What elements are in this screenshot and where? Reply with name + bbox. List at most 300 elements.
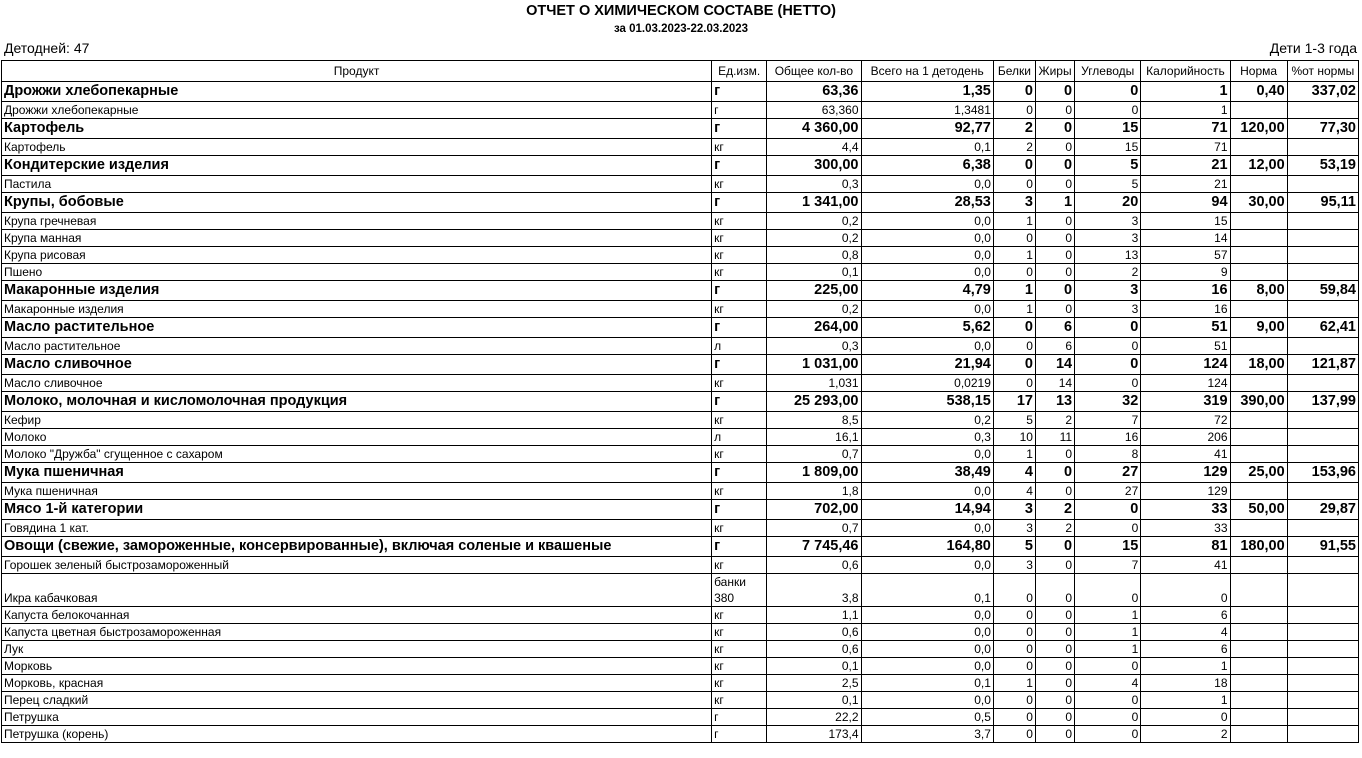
col-per-childday-cell: 0,5 [861,709,993,726]
col-unit-cell: г [712,709,767,726]
col-product-cell: Мясо 1-й категории [2,500,712,520]
col-carbs-cell: 32 [1075,392,1141,412]
table-row [2,709,1359,726]
col-percent-norm-cell [1287,375,1358,392]
col-carbs-cell: 15 [1075,139,1141,156]
col-carbs-cell: 15 [1075,537,1141,557]
col-percent-norm-cell [1287,607,1358,624]
col-unit-cell: кг [712,213,767,230]
col-unit-cell: г [712,318,767,338]
col-percent-norm-cell [1287,247,1358,264]
col-calories-cell: 1 [1141,82,1230,102]
col-proteins-cell: 3 [993,500,1035,520]
col-percent-norm-cell [1287,301,1358,318]
table-row [2,139,1359,156]
col-proteins-cell: 0 [993,658,1035,675]
col-norm-cell [1230,557,1287,574]
col-unit-cell: кг [712,557,767,574]
col-carbs-cell: 27 [1075,483,1141,500]
col-unit-cell: г [712,726,767,743]
col-proteins-cell: 1 [993,301,1035,318]
col-fats-cell: 0 [1035,301,1074,318]
table-row [2,692,1359,709]
col-fats-cell: 14 [1035,375,1074,392]
col-proteins-cell: 0 [993,692,1035,709]
col-proteins-cell: 2 [993,119,1035,139]
col-unit-cell: кг [712,412,767,429]
col-proteins-cell: 3 [993,193,1035,213]
col-carbs-cell: 1 [1075,624,1141,641]
col-product-cell: Крупа рисовая [2,247,712,264]
col-per-childday-cell: 0,0 [861,607,993,624]
col-calories-cell: 1 [1141,658,1230,675]
col-calories-cell: 2 [1141,726,1230,743]
col-total-qty-cell: 264,00 [767,318,861,338]
col-product-cell: Кондитерские изделия [2,156,712,176]
col-percent-norm-cell [1287,641,1358,658]
col-carbs-cell: 1 [1075,641,1141,658]
col-carbs-cell: 5 [1075,176,1141,193]
col-carbs-cell: 5 [1075,156,1141,176]
col-calories-cell: 124 [1141,355,1230,375]
col-carbs-cell: 0 [1075,102,1141,119]
col-percent-norm-cell [1287,658,1358,675]
col-fats-cell: 0 [1035,139,1074,156]
col-fats-header: Жиры [1035,61,1074,82]
col-percent-norm-cell [1287,139,1358,156]
col-carbs-cell: 0 [1075,709,1141,726]
col-per-childday-cell: 0,0219 [861,375,993,392]
col-proteins-cell: 17 [993,392,1035,412]
col-product-cell: Мука пшеничная [2,483,712,500]
col-proteins-cell: 1 [993,675,1035,692]
col-product-cell: Пастила [2,176,712,193]
col-total-qty-cell: 0,3 [767,338,861,355]
col-percent-norm-cell [1287,726,1358,743]
col-calories-cell: 18 [1141,675,1230,692]
col-product-cell: Молоко "Дружба" сгущенное с сахаром [2,446,712,463]
col-carbs-cell: 3 [1075,230,1141,247]
table-row [2,641,1359,658]
col-calories-cell: 21 [1141,176,1230,193]
col-fats-cell: 6 [1035,318,1074,338]
col-carbs-cell: 0 [1075,375,1141,392]
col-carbs-cell: 0 [1075,658,1141,675]
col-total-qty-cell: 0,2 [767,230,861,247]
col-product-cell: Масло растительное [2,338,712,355]
col-carbs-cell: 20 [1075,193,1141,213]
col-product-cell: Масло растительное [2,318,712,338]
col-norm-cell [1230,247,1287,264]
col-total-qty-cell: 0,2 [767,213,861,230]
col-percent-norm-cell: 95,11 [1287,193,1358,213]
col-unit-cell: кг [712,301,767,318]
col-total-qty-cell: 0,8 [767,247,861,264]
col-product-cell: Молоко, молочная и кисломолочная продукция [2,392,712,412]
col-calories-cell: 16 [1141,281,1230,301]
col-unit-cell: кг [712,139,767,156]
group-row [2,281,1359,301]
col-norm-cell [1230,429,1287,446]
col-total-qty-cell: 63,360 [767,102,861,119]
col-norm-header: Норма [1230,61,1287,82]
col-product-cell: Лук [2,641,712,658]
col-fats-cell: 0 [1035,624,1074,641]
col-norm-cell [1230,230,1287,247]
col-norm-cell [1230,213,1287,230]
col-calories-cell: 41 [1141,446,1230,463]
col-norm-cell: 120,00 [1230,119,1287,139]
col-calories-cell: 57 [1141,247,1230,264]
col-percent-norm-cell [1287,675,1358,692]
col-proteins-cell: 5 [993,537,1035,557]
table-row [2,483,1359,500]
col-unit-cell: кг [712,264,767,281]
col-norm-cell [1230,301,1287,318]
col-calories-cell: 15 [1141,213,1230,230]
col-norm-cell [1230,709,1287,726]
col-per-childday-cell: 0,0 [861,264,993,281]
col-per-childday-cell: 0,0 [861,624,993,641]
col-product-cell: Морковь [2,658,712,675]
col-unit-cell: г [712,156,767,176]
col-norm-cell: 180,00 [1230,537,1287,557]
col-carbs-cell: 3 [1075,213,1141,230]
col-fats-cell: 0 [1035,641,1074,658]
col-product-cell: Масло сливочное [2,375,712,392]
col-carbs-cell: 7 [1075,412,1141,429]
col-calories-cell: 21 [1141,156,1230,176]
col-proteins-cell: 0 [993,607,1035,624]
col-per-childday-cell: 0,0 [861,446,993,463]
col-calories-cell: 72 [1141,412,1230,429]
col-percent-norm-cell [1287,446,1358,463]
col-unit-cell: кг [712,446,767,463]
col-total-qty-cell: 0,3 [767,176,861,193]
col-fats-cell: 6 [1035,338,1074,355]
col-product-cell: Крупа манная [2,230,712,247]
col-fats-cell: 1 [1035,193,1074,213]
table-row [2,446,1359,463]
col-carbs-cell: 0 [1075,82,1141,102]
col-product-cell: Капуста белокочанная [2,607,712,624]
col-fats-cell: 0 [1035,692,1074,709]
col-per-childday-cell: 0,2 [861,412,993,429]
col-unit-cell: кг [712,247,767,264]
table-row [2,375,1359,392]
group-row [2,392,1359,412]
col-norm-cell: 9,00 [1230,318,1287,338]
col-unit-cell: кг [712,230,767,247]
col-fats-cell: 0 [1035,607,1074,624]
col-carbs-cell: 27 [1075,463,1141,483]
col-proteins-cell: 1 [993,247,1035,264]
col-total-qty-cell: 1,1 [767,607,861,624]
group-row [2,463,1359,483]
col-product-cell: Кефир [2,412,712,429]
col-unit-cell: г [712,281,767,301]
col-unit-header: Ед.изм. [712,61,767,82]
col-proteins-cell: 0 [993,726,1035,743]
col-proteins-cell: 1 [993,281,1035,301]
col-fats-cell: 0 [1035,658,1074,675]
table-row [2,675,1359,692]
col-calories-cell: 9 [1141,264,1230,281]
col-per-childday-cell: 21,94 [861,355,993,375]
group-row [2,500,1359,520]
col-calories-cell: 4 [1141,624,1230,641]
col-unit-cell: кг [712,658,767,675]
col-unit-cell: л [712,338,767,355]
col-per-childday-cell: 1,3481 [861,102,993,119]
col-fats-cell: 0 [1035,675,1074,692]
col-total-qty-cell: 0,1 [767,692,861,709]
col-carbs-cell: 3 [1075,281,1141,301]
col-carbs-cell: 4 [1075,675,1141,692]
table-row [2,301,1359,318]
col-total-qty-cell: 1 341,00 [767,193,861,213]
col-fats-cell: 0 [1035,726,1074,743]
col-total-qty-cell: 0,7 [767,520,861,537]
col-total-qty-cell: 1,8 [767,483,861,500]
col-carbs-cell: 15 [1075,119,1141,139]
col-fats-cell: 0 [1035,557,1074,574]
col-calories-cell: 51 [1141,338,1230,355]
col-fats-cell: 0 [1035,483,1074,500]
col-per-childday-cell: 1,35 [861,82,993,102]
col-product-cell: Петрушка (корень) [2,726,712,743]
col-carbs-cell: 1 [1075,607,1141,624]
col-calories-cell: 71 [1141,119,1230,139]
col-carbs-cell: 0 [1075,574,1141,607]
col-norm-cell [1230,412,1287,429]
col-proteins-cell: 0 [993,82,1035,102]
col-calories-cell: 41 [1141,557,1230,574]
col-norm-cell [1230,641,1287,658]
col-proteins-cell: 1 [993,446,1035,463]
col-product-cell: Масло сливочное [2,355,712,375]
col-carbs-cell: 2 [1075,264,1141,281]
col-calories-cell: 33 [1141,500,1230,520]
col-per-childday-cell: 14,94 [861,500,993,520]
col-per-childday-cell: 0,0 [861,230,993,247]
col-percent-norm-cell [1287,429,1358,446]
col-unit-cell: г [712,500,767,520]
col-unit-cell: г [712,392,767,412]
col-norm-cell: 25,00 [1230,463,1287,483]
col-norm-cell: 390,00 [1230,392,1287,412]
col-per-childday-cell: 0,0 [861,213,993,230]
col-percent-norm-cell [1287,709,1358,726]
col-proteins-cell: 0 [993,264,1035,281]
col-proteins-cell: 5 [993,412,1035,429]
col-product-cell: Капуста цветная быстрозамороженная [2,624,712,641]
col-product-cell: Овощи (свежие, замороженные, консервированные), включая соленые и квашеные [2,537,712,557]
col-calories-cell: 0 [1141,709,1230,726]
col-total-qty-cell: 300,00 [767,156,861,176]
col-norm-cell [1230,624,1287,641]
table-row [2,230,1359,247]
col-proteins-cell: 0 [993,375,1035,392]
col-calories-cell: 14 [1141,230,1230,247]
col-unit-cell: г [712,537,767,557]
col-calories-cell: 81 [1141,537,1230,557]
report-period: за 01.03.2023-22.03.2023 [613,23,749,35]
col-unit-cell: кг [712,607,767,624]
col-unit-cell: кг [712,624,767,641]
col-carbs-cell: 0 [1075,726,1141,743]
col-total-qty-cell: 16,1 [767,429,861,446]
col-percent-norm-cell [1287,213,1358,230]
col-per-childday-cell: 0,0 [861,483,993,500]
table-row [2,102,1359,119]
col-calories-cell: 206 [1141,429,1230,446]
col-norm-cell [1230,446,1287,463]
col-norm-cell: 18,00 [1230,355,1287,375]
table-row [2,247,1359,264]
col-proteins-cell: 0 [993,624,1035,641]
col-norm-cell: 8,00 [1230,281,1287,301]
col-calories-cell: 124 [1141,375,1230,392]
col-unit-cell: г [712,102,767,119]
col-percent-norm-cell: 137,99 [1287,392,1358,412]
group-row [2,355,1359,375]
col-percent-norm-cell [1287,102,1358,119]
col-total-qty-cell: 0,7 [767,446,861,463]
col-proteins-cell: 3 [993,520,1035,537]
table-row [2,726,1359,743]
col-percent-norm-cell: 121,87 [1287,355,1358,375]
group-row [2,82,1359,102]
col-proteins-cell: 2 [993,139,1035,156]
col-unit-cell: кг [712,675,767,692]
col-carbs-cell: 0 [1075,318,1141,338]
col-per-childday-cell: 28,53 [861,193,993,213]
col-total-qty-cell: 0,6 [767,557,861,574]
col-proteins-cell: 0 [993,355,1035,375]
col-fats-cell: 0 [1035,156,1074,176]
table-row [2,213,1359,230]
col-total-qty-cell: 8,5 [767,412,861,429]
col-proteins-cell: 4 [993,463,1035,483]
col-norm-cell [1230,338,1287,355]
col-carbs-cell: 0 [1075,692,1141,709]
child-days-count: Детодней: 47 [4,40,90,56]
col-norm-cell [1230,102,1287,119]
col-per-childday-cell: 4,79 [861,281,993,301]
col-unit-cell: кг [712,692,767,709]
col-fats-cell: 2 [1035,500,1074,520]
table-row [2,412,1359,429]
col-total-qty-cell: 225,00 [767,281,861,301]
col-total-qty-header: Общее кол-во [767,61,861,82]
table-row [2,557,1359,574]
col-carbs-cell: 0 [1075,355,1141,375]
col-fats-cell: 0 [1035,119,1074,139]
col-total-qty-cell: 1,031 [767,375,861,392]
col-calories-cell: 16 [1141,301,1230,318]
col-per-childday-cell: 164,80 [861,537,993,557]
col-fats-cell: 0 [1035,574,1074,607]
col-calories-cell: 1 [1141,692,1230,709]
table-body [2,82,1359,743]
col-percent-norm-cell [1287,557,1358,574]
col-product-cell: Макаронные изделия [2,281,712,301]
col-proteins-cell: 10 [993,429,1035,446]
col-fats-cell: 0 [1035,264,1074,281]
col-per-childday-cell: 6,38 [861,156,993,176]
col-fats-cell: 0 [1035,463,1074,483]
col-percent-norm-cell [1287,412,1358,429]
col-calories-cell: 33 [1141,520,1230,537]
col-per-childday-cell: 0,3 [861,429,993,446]
col-fats-cell: 0 [1035,230,1074,247]
col-total-qty-cell: 2,5 [767,675,861,692]
table-header-row [2,61,1359,82]
col-total-qty-cell: 0,1 [767,264,861,281]
group-row [2,318,1359,338]
table-row [2,607,1359,624]
col-percent-norm-cell: 91,55 [1287,537,1358,557]
table-row [2,520,1359,537]
col-unit-cell: кг [712,176,767,193]
col-calories-cell: 51 [1141,318,1230,338]
col-proteins-cell: 1 [993,213,1035,230]
col-product-cell: Картофель [2,139,712,156]
col-percent-norm-cell [1287,692,1358,709]
col-calories-cell: 1 [1141,102,1230,119]
col-proteins-cell: 0 [993,176,1035,193]
group-row [2,119,1359,139]
col-norm-cell [1230,264,1287,281]
col-proteins-cell: 0 [993,156,1035,176]
col-calories-cell: 0 [1141,574,1230,607]
col-product-cell: Крупы, бобовые [2,193,712,213]
group-row [2,193,1359,213]
col-carbs-cell: 13 [1075,247,1141,264]
col-unit-cell: кг [712,483,767,500]
col-fats-cell: 2 [1035,412,1074,429]
col-percent-norm-cell: 77,30 [1287,119,1358,139]
col-product-cell: Крупа гречневая [2,213,712,230]
col-total-qty-cell: 7 745,46 [767,537,861,557]
col-total-qty-cell: 4,4 [767,139,861,156]
col-norm-cell [1230,176,1287,193]
col-proteins-cell: 0 [993,230,1035,247]
report-title: ОТЧЕТ О ХИМИЧЕСКОМ СОСТАВЕ (НЕТТО) [526,3,836,19]
col-product-cell: Горошек зеленый быстрозамороженный [2,557,712,574]
table-row [2,264,1359,281]
col-percent-norm-cell: 29,87 [1287,500,1358,520]
col-fats-cell: 0 [1035,537,1074,557]
col-percent-norm-cell [1287,230,1358,247]
col-total-qty-cell: 1 031,00 [767,355,861,375]
col-product-header: Продукт [2,61,712,82]
table-row [2,658,1359,675]
col-norm-cell [1230,607,1287,624]
col-total-qty-cell: 4 360,00 [767,119,861,139]
col-per-childday-cell: 0,0 [861,520,993,537]
col-norm-cell [1230,520,1287,537]
col-unit-cell: банки 380 [712,574,767,607]
col-carbs-cell: 3 [1075,301,1141,318]
col-per-childday-cell: 0,0 [861,692,993,709]
col-fats-cell: 0 [1035,247,1074,264]
col-percent-norm-cell [1287,574,1358,607]
col-fats-cell: 0 [1035,213,1074,230]
col-per-childday-cell: 538,15 [861,392,993,412]
col-product-cell: Мука пшеничная [2,463,712,483]
